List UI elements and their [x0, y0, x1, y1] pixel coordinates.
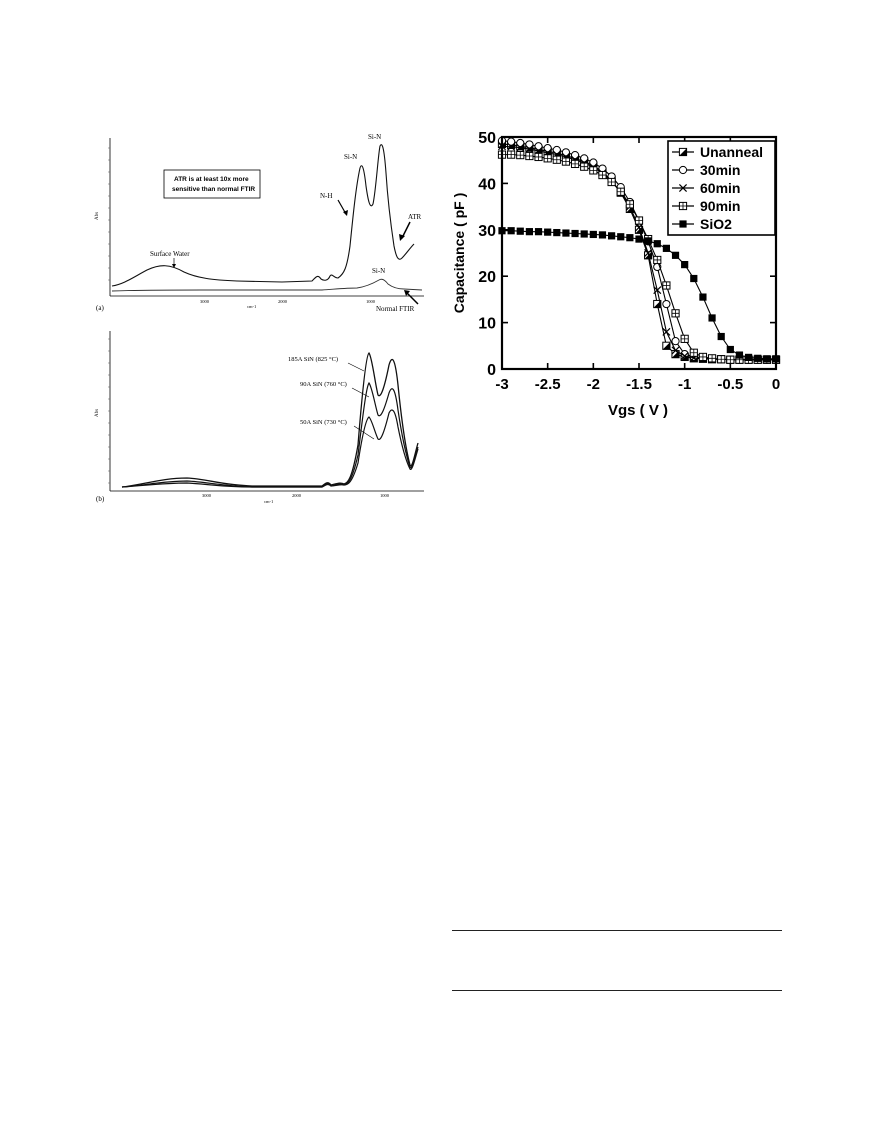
data-point-90min	[581, 163, 588, 170]
marker-filled-square	[672, 252, 679, 259]
marker-filled-square	[708, 314, 715, 321]
marker-filled-square	[581, 230, 588, 237]
marker-filled-square	[645, 237, 652, 244]
x-tick-label: 2000	[278, 299, 287, 304]
legend-label: 60min	[700, 180, 741, 196]
data-point-90min	[681, 335, 688, 342]
data-point-sio2	[590, 231, 597, 238]
y-tick-label: 40	[478, 176, 496, 194]
legend-marker	[679, 166, 686, 173]
data-point-sio2	[617, 233, 624, 240]
data-point-30min	[672, 338, 679, 345]
data-point-sio2	[727, 346, 734, 353]
data-point-90min	[590, 167, 597, 174]
marker-filled-square	[754, 355, 761, 362]
data-point-90min	[663, 282, 670, 289]
annotation-box-line2: sensitive than normal FTIR	[172, 186, 256, 193]
data-point-sio2	[718, 333, 725, 340]
panel-label: (a)	[96, 304, 104, 312]
legend-marker	[679, 202, 686, 209]
data-point-sio2	[745, 354, 752, 361]
marker-filled-square	[617, 233, 624, 240]
normal-ftir-spectrum-line	[112, 279, 422, 291]
y-tick-label: 50	[478, 130, 496, 147]
x-tick-label: 3000	[202, 493, 211, 498]
data-point-90min	[508, 151, 515, 158]
data-point-90min	[690, 349, 697, 356]
marker-filled-square	[736, 351, 743, 358]
marker-filled-square	[763, 355, 770, 362]
data-point-sio2	[571, 230, 578, 237]
data-point-unanneal	[663, 342, 670, 349]
data-point-sio2	[562, 229, 569, 236]
data-point-sio2	[699, 293, 706, 300]
data-point-sio2	[526, 228, 533, 235]
x-tick-label: -2.5	[534, 376, 561, 393]
marker-filled-square	[590, 231, 597, 238]
legend-label: 30min	[700, 162, 741, 178]
x-axis-label: cm-1	[247, 304, 257, 309]
data-point-sio2	[553, 229, 560, 236]
marker-filled-square	[690, 275, 697, 282]
y-tick-label: 10	[478, 315, 496, 333]
marker-circle	[663, 300, 670, 307]
x-tick-label: 0	[771, 376, 781, 393]
data-point-sio2	[544, 229, 551, 236]
data-point-sio2	[635, 235, 642, 242]
x-tick-label: 3000	[200, 299, 209, 304]
x-tick-label: 2000	[292, 493, 301, 498]
marker-circle	[679, 166, 686, 173]
data-point-sio2	[581, 230, 588, 237]
y-axis-label: Capacitance ( pF )	[451, 192, 467, 314]
marker-filled-square	[517, 228, 524, 235]
data-point-90min	[672, 310, 679, 317]
marker-filled-square	[599, 231, 606, 238]
data-point-90min	[626, 201, 633, 208]
data-point-sio2	[663, 245, 670, 252]
data-point-sio2	[681, 261, 688, 268]
data-point-sio2	[654, 240, 661, 247]
data-point-90min	[544, 155, 551, 162]
marker-filled-square	[626, 234, 633, 241]
marker-filled-square	[608, 232, 615, 239]
x-tick-label: -1.5	[626, 376, 652, 393]
atr-spectrum-line	[112, 145, 414, 286]
x-tick-label: -2	[586, 376, 601, 393]
data-point-90min	[654, 256, 661, 263]
spectrum-50a-line	[122, 410, 418, 487]
marker-filled-square	[635, 235, 642, 242]
legend-marker	[679, 148, 686, 155]
label-185a: 185A SiN (825 °C)	[288, 356, 339, 363]
data-point-90min	[526, 152, 533, 159]
data-point-90min	[571, 160, 578, 167]
data-point-90min	[562, 158, 569, 165]
marker-filled-square	[535, 228, 542, 235]
y-tick-label: 20	[478, 269, 496, 287]
sin-peak2-label: Si-N	[368, 133, 382, 141]
data-point-sio2	[517, 228, 524, 235]
data-point-sio2	[599, 231, 606, 238]
data-point-sio2	[736, 351, 743, 358]
table-bottom-rule	[452, 990, 782, 991]
data-point-90min	[699, 353, 706, 360]
marker-filled-square	[745, 354, 752, 361]
atr-label: ATR	[408, 213, 422, 221]
legend-label: Unanneal	[700, 144, 764, 160]
table-top-rule	[452, 930, 782, 931]
data-point-sio2	[645, 237, 652, 244]
data-point-90min	[635, 217, 642, 224]
y-tick-label: 0	[487, 362, 496, 379]
marker-filled-square	[727, 346, 734, 353]
marker-circle	[672, 338, 679, 345]
legend-marker	[679, 220, 686, 227]
data-point-sio2	[708, 314, 715, 321]
data-point-30min	[663, 300, 670, 307]
panel-label: (b)	[96, 495, 105, 503]
data-point-sio2	[508, 227, 515, 234]
data-point-90min	[708, 355, 715, 362]
sin-peak1-label: Si-N	[344, 153, 358, 161]
normal-ftir-label: Normal FTIR	[376, 305, 415, 313]
sin-normal-label: Si-N	[372, 267, 386, 275]
data-point-sio2	[535, 228, 542, 235]
legend	[668, 141, 775, 235]
marker-filled-square	[699, 293, 706, 300]
label-50a: 50A SiN (730 °C)	[300, 419, 347, 426]
ftir-figure-b	[92, 325, 432, 510]
x-axis-label: Vgs ( V )	[607, 402, 669, 419]
label-185a-leader	[348, 363, 364, 371]
y-axis-label: Abs	[95, 211, 100, 220]
nh-label: N-H	[320, 192, 333, 200]
marker-filled-square	[508, 227, 515, 234]
surface-water-label: Surface Water	[150, 250, 190, 258]
marker-filled-square	[679, 220, 686, 227]
spectrum-90a-line	[122, 383, 418, 487]
marker-filled-square	[681, 261, 688, 268]
marker-filled-square	[654, 240, 661, 247]
annotation-box	[164, 170, 260, 198]
x-axis-label: cm-1	[264, 499, 274, 504]
annotation-box-line1: ATR is at least 10x more	[174, 176, 249, 183]
marker-filled-square	[562, 229, 569, 236]
cv-chart	[440, 125, 790, 420]
data-point-sio2	[754, 355, 761, 362]
x-tick-label: -1	[677, 376, 692, 393]
y-axis-label: Abs	[95, 408, 100, 417]
legend-label: 90min	[700, 198, 741, 214]
marker-filled-square	[526, 228, 533, 235]
x-tick-label: 1000	[380, 493, 389, 498]
data-point-sio2	[690, 275, 697, 282]
data-point-90min	[599, 171, 606, 178]
normal-ftir-arrow	[406, 292, 418, 304]
data-point-sio2	[608, 232, 615, 239]
marker-filled-square	[663, 245, 670, 252]
series-line-sio2	[502, 231, 776, 359]
spectrum-185a-line	[122, 353, 418, 487]
data-point-90min	[608, 178, 615, 185]
ftir-figure-a	[92, 128, 432, 320]
data-point-sio2	[763, 355, 770, 362]
data-point-90min	[617, 188, 624, 195]
marker-filled-square	[571, 230, 578, 237]
data-point-90min	[718, 356, 725, 363]
data-point-90min	[535, 153, 542, 160]
data-point-90min	[553, 156, 560, 163]
x-tick-label: -3	[495, 376, 509, 393]
legend-label: SiO2	[700, 216, 732, 232]
label-90a: 90A SiN (760 °C)	[300, 381, 347, 388]
y-tick-label: 30	[478, 222, 496, 240]
x-tick-label: 1000	[366, 299, 375, 304]
marker-filled-square	[544, 229, 551, 236]
data-point-sio2	[672, 252, 679, 259]
marker-filled-square	[553, 229, 560, 236]
marker-filled-square	[718, 333, 725, 340]
data-point-sio2	[626, 234, 633, 241]
x-tick-label: -0.5	[717, 376, 744, 393]
data-point-90min	[727, 356, 734, 363]
data-point-90min	[517, 151, 524, 158]
